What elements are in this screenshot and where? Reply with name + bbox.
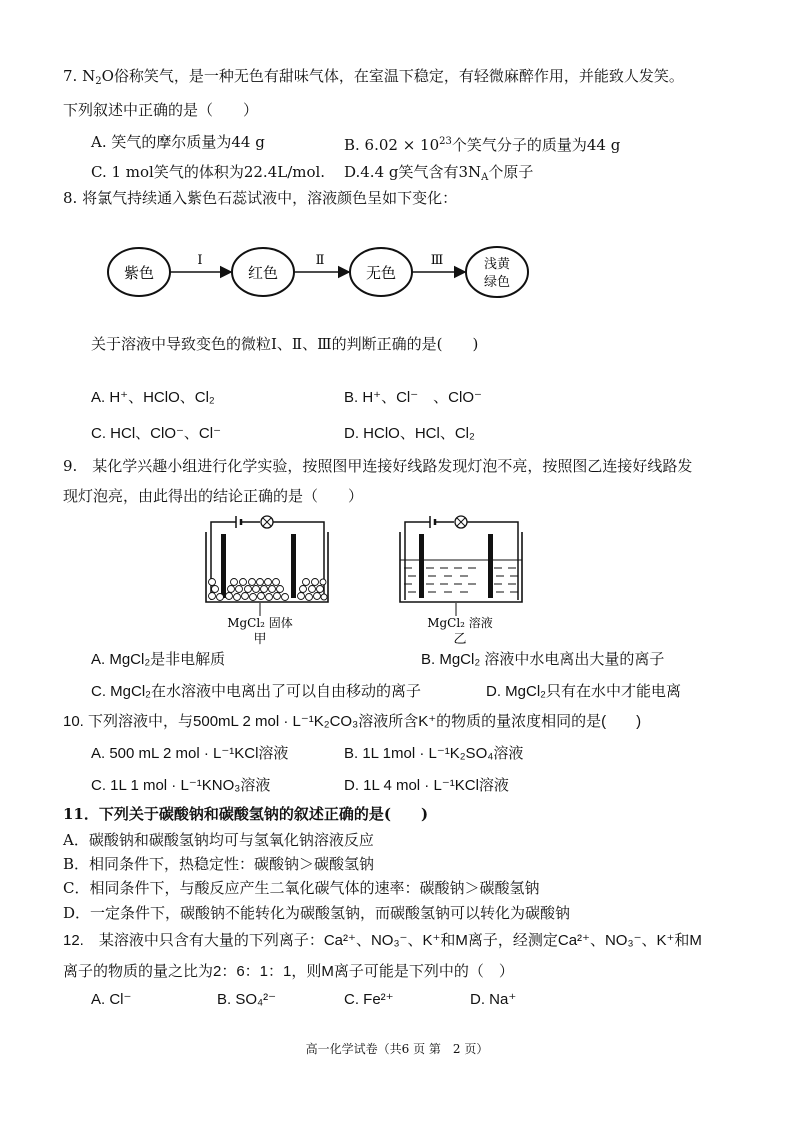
node-red-label: 红色 <box>247 264 279 282</box>
q12-option-b: B. SO₄²⁻ <box>217 991 277 1008</box>
q11-option-d: D．一定条件下，碳酸钠不能转化为碳酸氢钠，而碳酸氢钠可以转化为碳酸钠 <box>63 904 571 922</box>
figure-jia <box>198 512 338 646</box>
electrode-left <box>221 534 226 598</box>
q7-stem-line2: 下列叙述中正确的是（ ） <box>63 101 259 119</box>
q9-option-b: B. MgCl₂ 溶液中水电离出大量的离子 <box>421 651 665 668</box>
electrode-right <box>291 534 296 598</box>
q8-question: 关于溶液中导致变色的微粒Ⅰ、Ⅱ、Ⅲ的判断正确的是( ) <box>91 335 479 353</box>
q7-option-b: B. $6.02 \times 10^{23}$个笑气分子的质量为44 g <box>344 136 621 154</box>
q11-option-a: A．碳酸钠和碳酸氢钠均可与氢氧化钠溶液反应 <box>63 831 374 849</box>
q11-option-c: C．相同条件下，与酸反应产生二氧化碳气体的速率：碳酸钠＞碳酸氢钠 <box>63 879 540 897</box>
q11-stem: 11．下列关于碳酸钠和碳酸氢钠的叙述正确的是( ) <box>63 805 429 823</box>
page-footer: 高一化学试卷（共6 页 第 2 页） <box>305 1042 489 1056</box>
node-purple-label: 紫色 <box>123 264 155 282</box>
q10-stem: 10. 下列溶液中，与500mL 2 mol · L⁻¹K₂CO₃溶液所含K⁺的物质的量浓度相同的是( ) <box>63 713 642 730</box>
electrode-left <box>419 534 424 598</box>
q9-option-d: D. MgCl₂只有在水中才能电离 <box>486 683 681 700</box>
electrode-right <box>488 534 493 598</box>
q9-stem-line1: 9. 某化学兴趣小组进行化学实验，按照图甲连接好线路发现灯泡不亮，按照图乙连接好线路发 <box>63 457 693 475</box>
node-yellow-label: 浅黄 <box>483 257 511 272</box>
q12-stem-line1: 12. 某溶液中只含有大量的下列离子：Ca²⁺、NO₃⁻、K⁺和M离子，经测定Ca²⁺、NO₃⁻、K⁺和M <box>63 932 702 949</box>
fig-yi-name: 乙 <box>453 632 467 646</box>
arrow-2-label: Ⅱ <box>315 253 325 268</box>
node-colorless-label: 无色 <box>365 264 397 282</box>
q8-option-d: D. HClO、HCl、Cl₂ <box>344 425 475 442</box>
q8-stem: 8. 将氯气持续通入紫色石蕊试液中，溶液颜色呈如下变化： <box>63 189 458 207</box>
fig-yi-label: MgCl₂ 溶液 <box>427 616 493 630</box>
q10-option-b: B. 1L 1mol · L⁻¹K₂SO₄溶液 <box>344 745 524 762</box>
q11-option-b: B．相同条件下，热稳定性：碳酸钠＞碳酸氢钠 <box>63 855 375 873</box>
figure-yi <box>392 512 532 646</box>
q12-stem-line2: 离子的物质的量之比为2：6：1：1，则M离子可能是下列中的（ ） <box>63 963 514 980</box>
arrow-3-label: Ⅲ <box>430 253 444 268</box>
q12-option-d: D. Na⁺ <box>470 991 517 1008</box>
q12-option-c: C. Fe²⁺ <box>344 991 394 1008</box>
q8-option-a: A. H⁺、HClO、Cl₂ <box>91 389 215 406</box>
q9-option-c: C. MgCl₂在水溶液中电离出了可以自由移动的离子 <box>91 683 421 700</box>
fig-jia-name: 甲 <box>253 632 267 646</box>
fig-jia-label: MgCl₂ 固体 <box>227 616 293 630</box>
q7-option-d: D.4.4 g笑气含有$3N_A$个原子 <box>344 163 534 183</box>
q7-stem-line1: 7. $N_2O$俗称笑气，是一种无色有甜味气体，在室温下稳定，有轻微麻醉作用，并能致人发笑。 <box>63 67 684 87</box>
q7-option-c: C. 1 mol笑气的体积为22.4L/mol. <box>91 163 326 181</box>
q10-option-a: A. 500 mL 2 mol · L⁻¹KCl溶液 <box>91 745 289 762</box>
q9-option-a: A. MgCl₂是非电解质 <box>91 651 226 668</box>
node-green-label: 绿色 <box>483 275 511 290</box>
q8-option-c: C. HCl、ClO⁻、Cl⁻ <box>91 425 221 442</box>
q7-option-a: A. 笑气的摩尔质量为44 g <box>91 133 265 151</box>
q8-option-b: B. H⁺、Cl⁻ 、ClO⁻ <box>344 389 482 406</box>
q10-option-d: D. 1L 4 mol · L⁻¹KCl溶液 <box>344 777 509 794</box>
q10-option-c: C. 1L 1 mol · L⁻¹KNO₃溶液 <box>91 777 271 794</box>
solid-particles <box>209 579 328 601</box>
arrow-1-label: Ⅰ <box>197 253 203 268</box>
color-change-diagram <box>100 238 540 308</box>
q12-option-a: A. Cl⁻ <box>91 991 132 1008</box>
q9-stem-line2: 现灯泡亮，由此得出的结论正确的是（ ） <box>63 487 364 505</box>
